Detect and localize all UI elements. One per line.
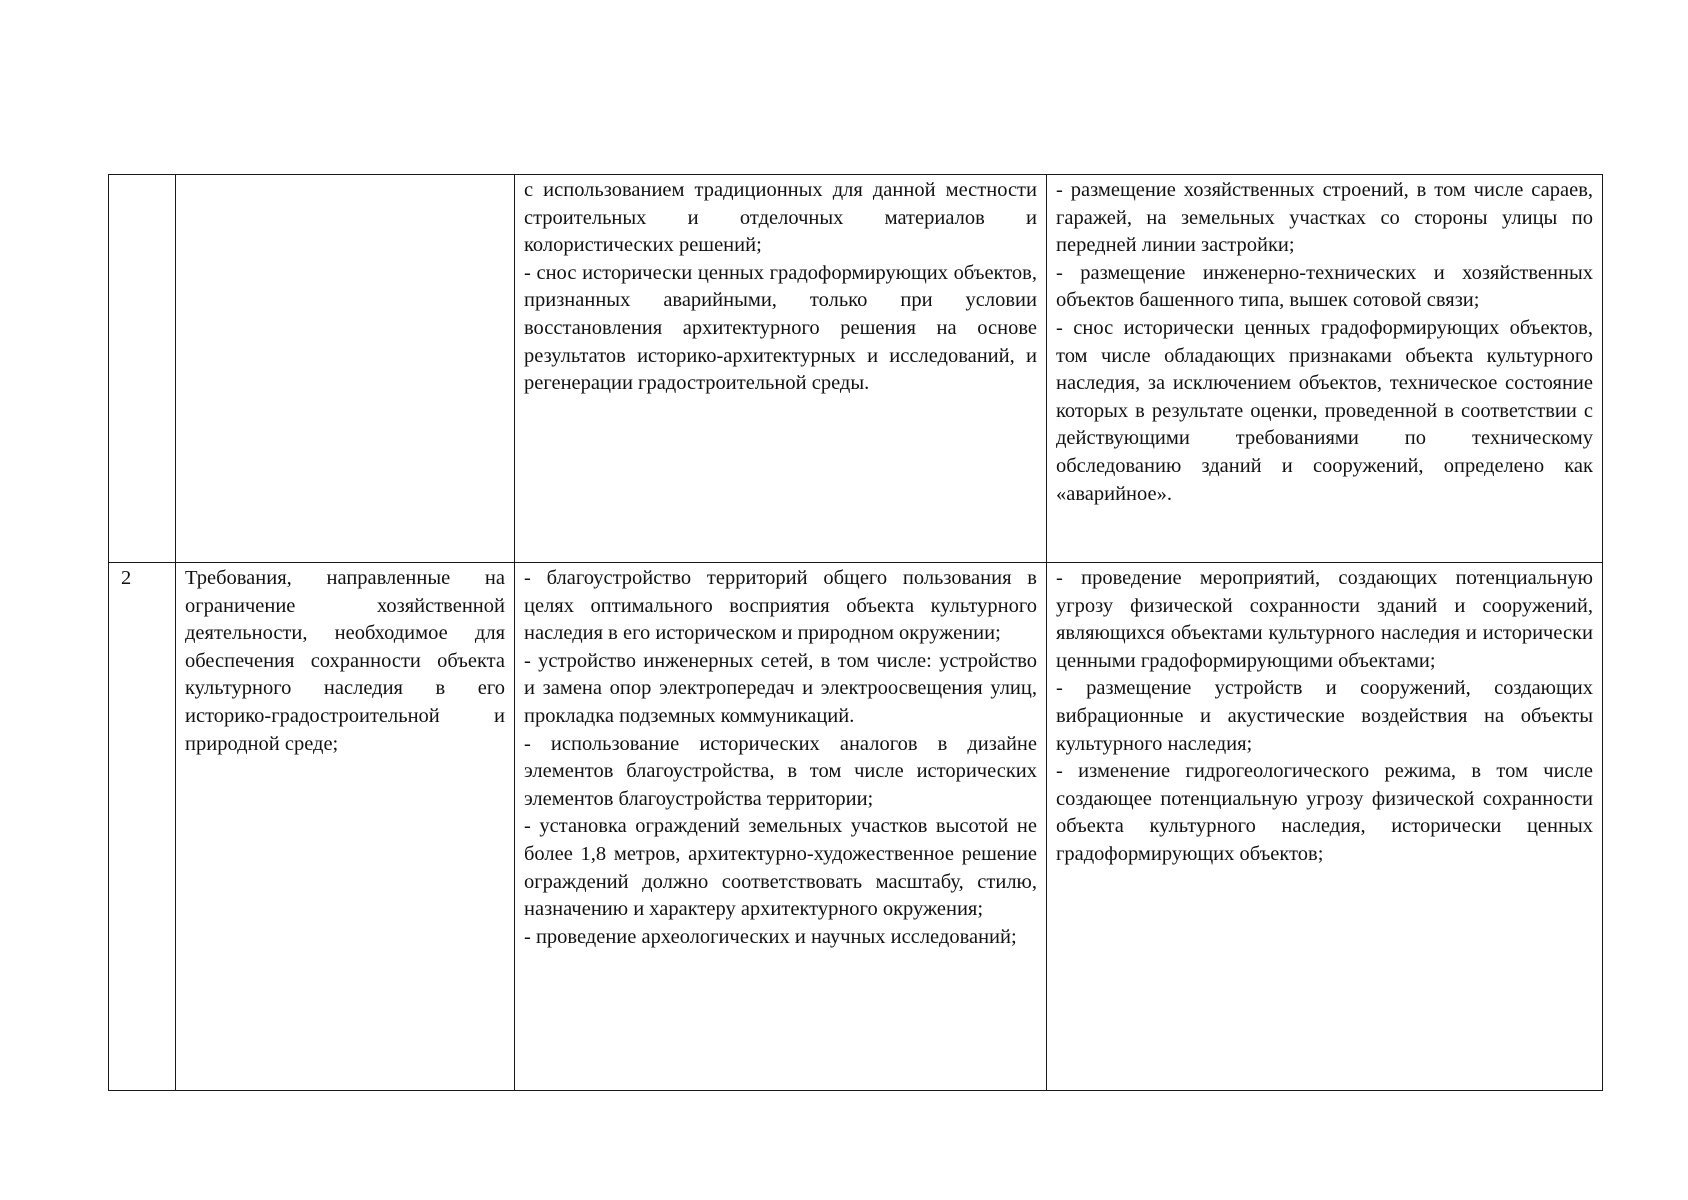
requirement-cell: [176, 175, 515, 563]
allowed-item: - установка ограждений земельных участков высотой не более 1,8 метров, архитектурно-художественное решение ограждений должно соответствовать масштабу, стилю, назначению и характеру архитектурного окружения;: [524, 815, 1037, 921]
allowed-cell: [515, 175, 1047, 563]
allowed-item: - благоустройство территорий общего пользования в целях оптимального восприятия объекта культурного наследия в его историческом и природном окружении;: [524, 567, 1037, 645]
allowed-item: с использованием традиционных для данной местности строительных и отделочных материалов и колористических решений;: [524, 179, 1037, 257]
prohibited-item: - размещение устройств и сооружений, создающих вибрационные и акустические воздействия на объекты культурного наследия;: [1056, 677, 1593, 755]
prohibited-item: - проведение мероприятий, создающих потенциальную угрозу физической сохранности зданий и сооружений, являющихся объектами культурного наследия и исторически ценными градоформирующими объектами;: [1056, 567, 1593, 672]
row-number-cell: [109, 175, 176, 563]
allowed-item: - проведение археологических и научных исследований;: [524, 925, 1017, 948]
prohibited-item: - размещение хозяйственных строений, в том числе сараев, гаражей, на земельных участках со стороны улицы по передней линии застройки;: [1056, 179, 1593, 257]
prohibited-cell: [1047, 175, 1603, 563]
table-row: [109, 175, 1603, 563]
allowed-item: - снос исторически ценных градоформирующих объектов, признанных аварийными, только при условии восстановления архитектурного решения на основе результатов историко-архитектурных и исследований, и регенерации градостроительной среды.: [524, 261, 1037, 395]
allowed-item: - использование исторических аналогов в дизайне элементов благоустройства, в том числе исторических элементов благоустройства территории;: [524, 732, 1037, 810]
allowed-item: - устройство инженерных сетей, в том числе: устройство и замена опор электропередач и электроосвещения улиц, прокладка подземных коммуникаций.: [524, 649, 1037, 727]
prohibited-item: - снос исторически ценных градоформирующих объектов, том числе обладающих признаками объекта культурного наследия, за исключением объектов, техническое состояние которых в результате оценки, проведенной в соответствии с действующими требованиями по техническому обследованию зданий и сооружений, определено как «аварийное».: [1056, 316, 1593, 505]
requirement-text: Требования, направленные на ограничение хозяйственной деятельности, необходимое для обеспечения сохранности объекта культурного наследия в его историко-градостроительной и природной среде;: [185, 567, 505, 755]
table-row: [109, 563, 1603, 1091]
requirement-cell: [176, 563, 515, 1091]
allowed-cell: [515, 563, 1047, 1091]
prohibited-item: - размещение инженерно-технических и хозяйственных объектов башенного типа, вышек сотовой связи;: [1056, 261, 1593, 312]
row-number-cell: 2: [109, 563, 176, 1091]
prohibited-cell: [1047, 563, 1603, 1091]
regulations-table: [108, 174, 1603, 1091]
prohibited-item: - изменение гидрогеологического режима, в том числе создающее потенциальную угрозу физической сохранности объекта культурного наследия, исторически ценных градоформирующих объектов;: [1056, 760, 1593, 865]
